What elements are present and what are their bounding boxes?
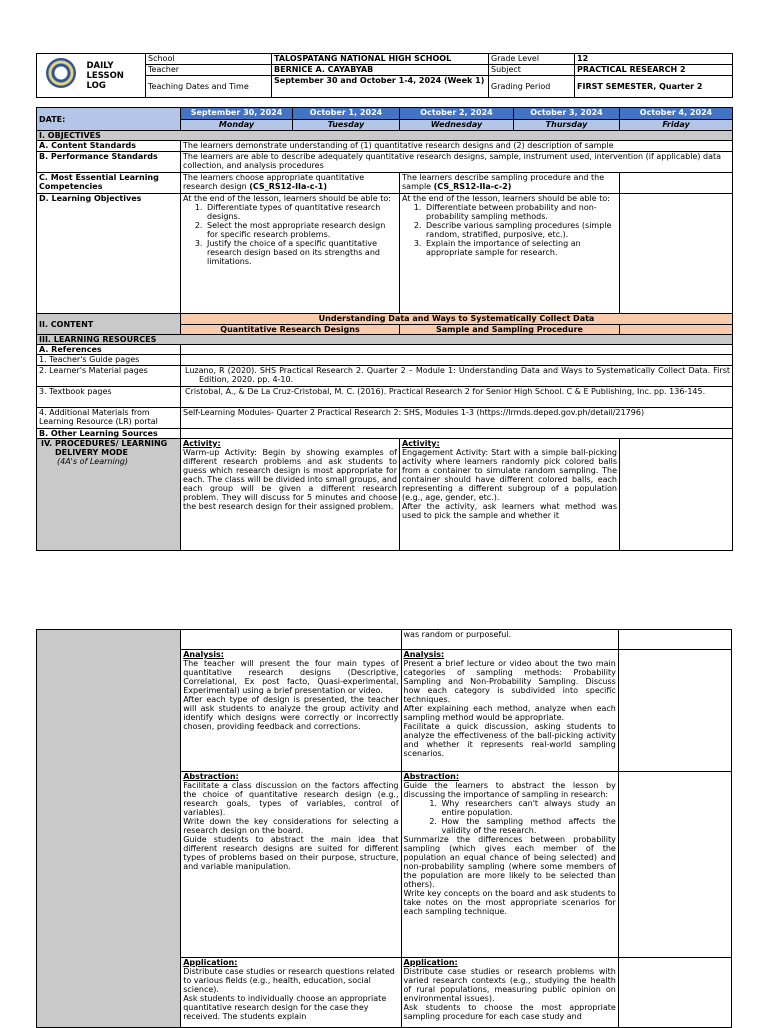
p2-empty-2	[618, 630, 731, 650]
lo-1	[181, 194, 400, 314]
abstraction-2-text-a: Guide the learners to abstract the lesson by discussing the importance of sampling in research:	[403, 781, 616, 799]
date-wed: October 2, 2024	[400, 108, 514, 120]
melc-1-code: (CS_RS12-IIa-c-1)	[249, 182, 328, 191]
header-table	[36, 53, 733, 98]
other-label: B. Other Learning Sources	[37, 429, 181, 439]
date-thu: October 3, 2024	[514, 108, 620, 120]
activity-empty	[620, 439, 733, 551]
teacher-value: BERNICE A. CAYABYAB	[272, 65, 489, 76]
references-empty	[181, 345, 733, 355]
lesson-log-table-page-2	[36, 629, 732, 1028]
activity-1-text: Warm-up Activity: Begin by showing examples of different research problems and ask students to guess which research design is most appropriate for each. The class will be divided into small groups, and each group will be given a different research problem. They will discuss for 5 minutes and choose the best research design for their assigned problem.	[183, 448, 397, 511]
subject-label: Subject	[489, 65, 575, 76]
content-topic-empty	[620, 325, 733, 335]
content-topic-1: Quantitative Research Designs	[181, 325, 400, 335]
analysis-1	[181, 650, 401, 772]
melc-empty	[620, 173, 733, 194]
lo-1-list	[183, 203, 397, 266]
abstraction-2-heading: Abstraction:	[403, 772, 460, 781]
list-item: 2. How the sampling method affects the validity of the research.	[440, 817, 616, 835]
lo-label: D. Learning Objectives	[37, 194, 181, 314]
melc-label: C. Most Essential Learning Competencies	[37, 173, 181, 194]
application-1-text-b: Ask students to individually choose an appropriate quantitative research design for the case they received. The students explain	[183, 994, 387, 1021]
day-fri: Friday	[620, 120, 733, 131]
abstraction-1-text-b: Write down the key considerations for selecting a research design on the board.	[183, 817, 399, 835]
content-title: Understanding Data and Ways to Systematically Collect Data	[181, 314, 733, 325]
list-item: 1. Differentiate types of quantitative research designs.	[205, 203, 397, 221]
lo-empty	[620, 194, 733, 314]
list-item: 2. Describe various sampling procedures (simple random, stratified, purposive, etc.).	[424, 221, 617, 239]
date-fri: October 4, 2024	[620, 108, 733, 120]
perf-std-label: B. Performance Standards	[37, 152, 181, 173]
lo-2	[400, 194, 620, 314]
doc-title: DAILY LESSON LOG	[85, 54, 146, 98]
resources-heading: III. LEARNING RESOURCES	[37, 335, 733, 345]
tg-empty	[181, 355, 733, 366]
school-label: School	[146, 54, 272, 65]
abstraction-1	[181, 772, 401, 958]
application-2	[401, 958, 618, 1028]
dates-value: September 30 and October 1-4, 2024 (Week 1)	[272, 76, 489, 98]
day-thu: Thursday	[514, 120, 620, 131]
day-mon: Monday	[181, 120, 293, 131]
period-value: FIRST SEMESTER, Quarter 2	[575, 76, 733, 98]
list-item: 1. Differentiate between probability and non-probability sampling methods.	[424, 203, 617, 221]
activity-1-heading: Activity:	[183, 439, 221, 448]
analysis-2-text-c: Facilitate a quick discussion, asking students to analyze the effectiveness of the ball-picking activity and whether it represents real-world sampling scenarios.	[403, 722, 616, 758]
date-mon: September 30, 2024	[181, 108, 293, 120]
application-2-text-b: Ask students to choose the most appropriate sampling procedure for each case study and	[403, 1003, 616, 1021]
melc-2: The learners describe sampling procedure and the sample (CS_RS12-IIa-c-2)	[400, 173, 620, 194]
abstraction-1-text-c: Guide students to abstract the main idea that different research designs are suited for different types of problems based on their purpose, structure, and variable manipulation.	[183, 835, 399, 871]
subject-value: PRACTICAL RESEARCH 2	[575, 65, 733, 76]
application-1-heading: Application:	[183, 958, 238, 967]
application-1	[181, 958, 401, 1028]
date-tue: October 1, 2024	[293, 108, 400, 120]
school-value: TALOSPATANG NATIONAL HIGH SCHOOL	[272, 54, 489, 65]
analysis-1-heading: Analysis:	[183, 650, 224, 659]
grade-value: 12	[575, 54, 733, 65]
procedures-subtitle: (4A's of Learning)	[57, 457, 128, 466]
grade-label: Grade Level	[489, 54, 575, 65]
activity-2-heading: Activity:	[402, 439, 440, 448]
teacher-label: Teacher	[146, 65, 272, 76]
tb-value: Cristobal, A., & De La Cruz-Cristobal, M. C. (2016). Practical Research 2 for Senior High School. C & E Publishing, Inc. pp. 136-145.	[181, 387, 733, 408]
dates-label: Teaching Dates and Time	[146, 76, 272, 98]
objectives-heading: I. OBJECTIVES	[37, 131, 733, 141]
lm-label: 2. Learner's Material pages	[37, 366, 181, 387]
other-empty	[181, 429, 733, 439]
activity-2-cont: was random or purposeful.	[401, 630, 618, 650]
application-1-text: Distribute case studies or research questions related to various fields (e.g., health, education, social science).	[183, 967, 395, 994]
melc-2-code: (CS_RS12-IIa-c-2)	[433, 182, 512, 191]
activity-2-text: Engagement Activity: Start with a simple ball-picking activity where learners randomly pick colored balls from a container to simulate random sampling. The container should have different colored balls, each representing a different subgroup of a population (e.g., age, gender, etc.).	[402, 448, 617, 502]
date-label: DATE:	[37, 108, 181, 131]
lo-2-intro: At the end of the lesson, learners should be able to:	[402, 194, 610, 203]
lo-2-list	[402, 203, 617, 257]
analysis-1-text-b: After each type of design is presented, the teacher will ask students to analyze the group activity and identify which designs were correctly or incorrectly chosen, providing feedback and corrections.	[183, 695, 399, 731]
perf-std: The learners are able to describe adequately quantitative research designs, sample, instrument used, intervention (if applicable) data collection, and analysis procedures	[181, 152, 733, 173]
lo-1-intro: At the end of the lesson, learners should be able to:	[183, 194, 391, 203]
abstraction-2	[401, 772, 618, 958]
p2-empty-4	[618, 772, 731, 958]
activity-2	[400, 439, 620, 551]
references-label: A. References	[37, 345, 181, 355]
list-item: 3. Justify the choice of a specific quantitative research design based on its strengths and limitations.	[205, 239, 397, 266]
deped-seal-icon	[46, 58, 76, 88]
abstraction-1-heading: Abstraction:	[183, 772, 239, 781]
procedures-label	[37, 439, 181, 551]
activity-2-text-b: After the activity, ask learners what method was used to pick the sample and whether it	[402, 502, 617, 520]
application-2-heading: Application:	[403, 958, 458, 967]
period-label: Grading Period	[489, 76, 575, 98]
analysis-2-heading: Analysis:	[403, 650, 445, 659]
analysis-2-text-a: Present a brief lecture or video about the two main categories of sampling methods: Probability Sampling and Non-Probability Sampling. Discuss how each category is subdivided into specific techniques.	[403, 659, 616, 704]
list-item: 3. Explain the importance of selecting an appropriate sample for research.	[424, 239, 617, 257]
procedures-title: IV. PROCEDURES/ LEARNING DELIVERY MODE	[41, 439, 168, 457]
application-2-text: Distribute case studies or research problems with varied research contexts (e.g., studying the health of rural populations, measuring public opinion on environmental issues).	[403, 967, 616, 1003]
add-value: Self-Learning Modules- Quarter 2 Practical Research 2: SHS, Modules 1-3 (https://lrmds.deped.gov.ph/detail/21796)	[181, 408, 733, 429]
analysis-1-text-a: The teacher will present the four main types of quantitative research designs (Descriptive, Correlational, Ex post facto, Quasi-experimental, Experimental) using a brief presentation or video.	[183, 659, 399, 695]
procedures-continued	[37, 630, 181, 1028]
day-tue: Tuesday	[293, 120, 400, 131]
analysis-2-text-b: After explaining each method, analyze when each sampling method would be appropriate.	[403, 704, 616, 722]
p2-empty-5	[618, 958, 731, 1028]
content-std-label: A. Content Standards	[37, 141, 181, 152]
list-item: 1. Why researchers can't always study an entire population.	[440, 799, 616, 817]
melc-1: The learners choose appropriate quantitative research design (CS_RS12-IIa-c-1)	[181, 173, 400, 194]
tb-label: 3. Textbook pages	[37, 387, 181, 408]
content-topic-2: Sample and Sampling Procedure	[400, 325, 620, 335]
abstraction-1-text-a: Facilitate a class discussion on the factors affecting the choice of quantitative research design (e.g., research goals, types of variables, control of variables).	[183, 781, 399, 817]
abstraction-2-list	[404, 799, 616, 835]
p2-empty-3	[618, 650, 731, 772]
abstraction-2-text-c: Write key concepts on the board and ask students to take notes on the most appropriate scenarios for each sampling technique.	[403, 889, 616, 916]
activity-1	[181, 439, 400, 551]
list-item: 2. Select the most appropriate research design for specific research problems.	[205, 221, 397, 239]
seal-cell	[37, 54, 85, 98]
p2-empty-1	[181, 630, 401, 650]
content-std: The learners demonstrate understanding of (1) quantitative research designs and (2) description of sample	[181, 141, 733, 152]
abstraction-2-text-b: Summarize the differences between probability sampling (which gives each member of the population an equal chance of being selected) and non-probability sampling (where some members of the population are more likely to be selected than others).	[403, 835, 616, 889]
add-label: 4. Additional Materials from Learning Resource (LR) portal	[37, 408, 181, 429]
tg-label: 1. Teacher's Guide pages	[37, 355, 181, 366]
lesson-log-table	[36, 107, 733, 551]
content-heading: II. CONTENT	[37, 314, 181, 335]
lm-value: Luzano, R (2020). SHS Practical Research 2. Quarter 2 – Module 1: Understanding Data and Ways to Systematically Collect Data. First Edition, 2020. pp. 4-10.	[181, 366, 733, 387]
analysis-2	[401, 650, 618, 772]
day-wed: Wednesday	[400, 120, 514, 131]
